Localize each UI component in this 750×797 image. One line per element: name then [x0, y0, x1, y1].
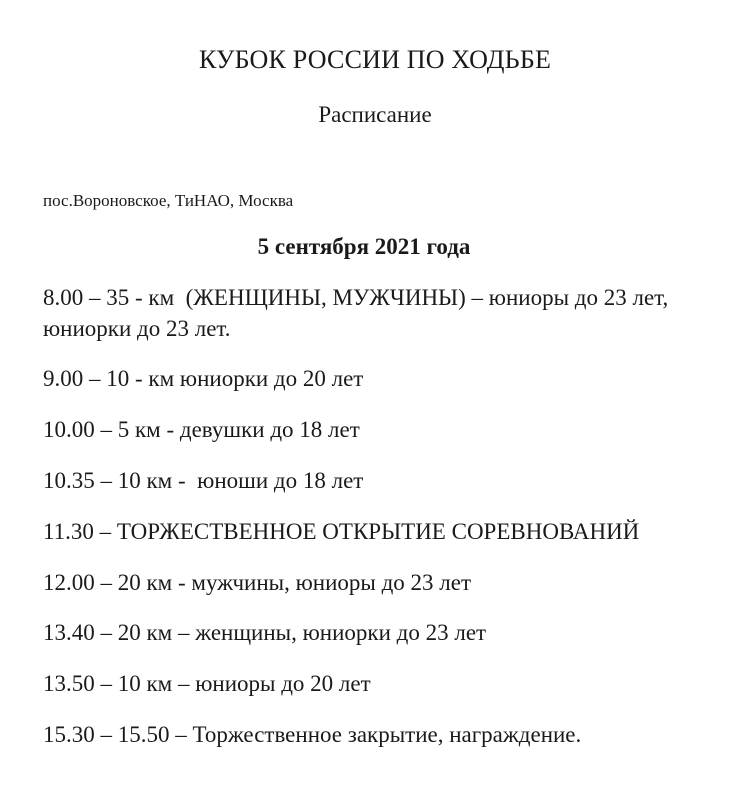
venue-location: пос.Вороновское, ТиНАО, Москва [43, 190, 294, 210]
schedule-entry: 13.40 – 20 км – женщины, юниорки до 23 лет [43, 620, 487, 646]
schedule-entry: 13.50 – 10 км – юниоры до 20 лет [43, 671, 371, 697]
schedule-entry: 12.00 – 20 км - мужчины, юниоры до 23 лет [43, 569, 472, 595]
schedule-list [0, 261, 750, 751]
schedule-entry: 9.00 – 10 - км юниорки до 20 лет [43, 366, 364, 392]
schedule-entry: 11.30 – ТОРЖЕСТВЕННОЕ ОТКРЫТИЕ СОРЕВНОВАНИЙ [43, 518, 640, 544]
schedule-entry: 10.00 – 5 км - девушки до 18 лет [43, 417, 360, 443]
document-subtitle: Расписание [318, 102, 432, 128]
schedule-entry: 8.00 – 35 - км (ЖЕНЩИНЫ, МУЖЧИНЫ) – юниоры до 23 лет, юниорки до 23 лет. [43, 284, 674, 341]
schedule-entry: 10.35 – 10 км - юноши до 18 лет [43, 468, 364, 494]
date-heading: 5 сентября 2021 года [257, 234, 471, 260]
document-title: КУБОК РОССИИ ПО ХОДЬБЕ [198, 45, 552, 74]
schedule-entry: 15.30 – 15.50 – Торжественное закрытие, награждение. [43, 722, 582, 748]
